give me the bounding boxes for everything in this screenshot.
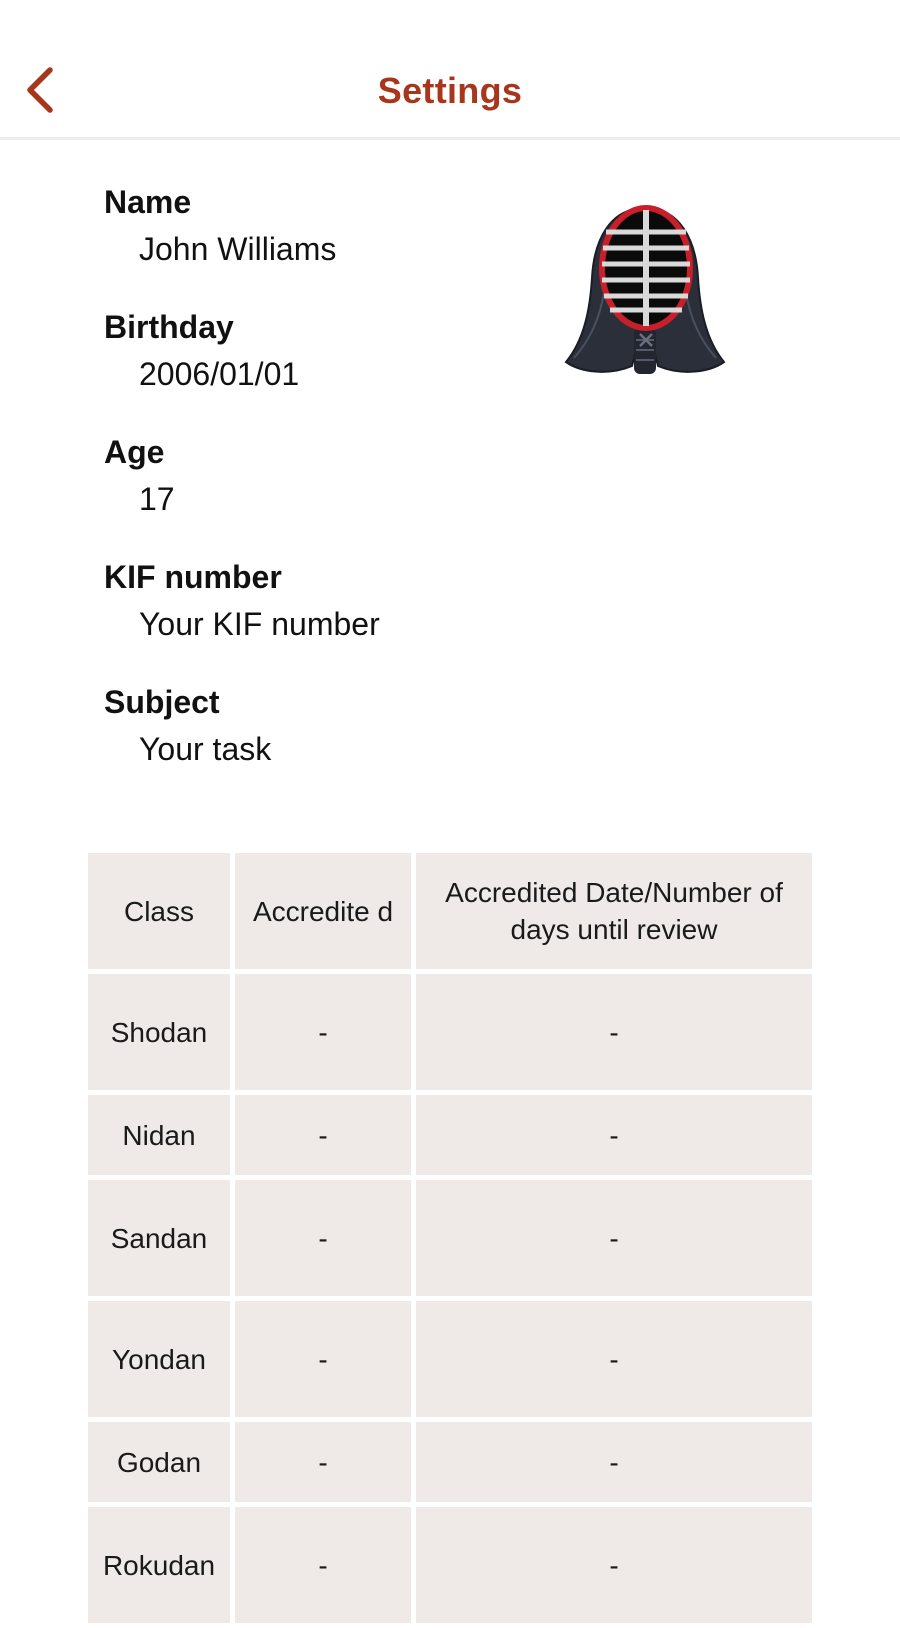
class-cell: Sandan bbox=[88, 1180, 230, 1296]
name-field bbox=[104, 182, 380, 307]
kendo-men-helmet-icon bbox=[560, 200, 730, 385]
name-label: Name bbox=[104, 184, 192, 220]
profile-section bbox=[104, 182, 380, 807]
table-row[interactable] bbox=[88, 1180, 812, 1296]
class-cell: Godan bbox=[88, 1422, 230, 1502]
avatar bbox=[560, 200, 730, 385]
class-cell: Rokudan bbox=[88, 1507, 230, 1623]
date-cell: - bbox=[416, 1301, 812, 1417]
date-cell: - bbox=[416, 1095, 812, 1175]
class-cell: Yondan bbox=[88, 1301, 230, 1417]
accredited-cell: - bbox=[235, 974, 411, 1090]
age-label: Age bbox=[104, 434, 165, 470]
table-header-row bbox=[88, 853, 812, 969]
age-field bbox=[104, 432, 380, 557]
accredited-cell: - bbox=[235, 1095, 411, 1175]
class-cell: Nidan bbox=[88, 1095, 230, 1175]
header-accredited: Accredite d bbox=[235, 853, 411, 969]
date-cell: - bbox=[416, 974, 812, 1090]
table-row[interactable] bbox=[88, 974, 812, 1090]
header-class: Class bbox=[88, 853, 230, 969]
accredited-cell: - bbox=[235, 1180, 411, 1296]
navigation-header bbox=[0, 0, 900, 140]
kif-number-value: Your KIF number bbox=[139, 606, 380, 642]
header-accredited-date: Accredited Date/Number of days until review bbox=[416, 853, 812, 969]
date-cell: - bbox=[416, 1180, 812, 1296]
kif-number-field bbox=[104, 557, 380, 682]
accredited-cell: - bbox=[235, 1422, 411, 1502]
table-row[interactable] bbox=[88, 1095, 812, 1175]
subject-label: Subject bbox=[104, 684, 220, 720]
grade-table bbox=[88, 853, 812, 1628]
table-row[interactable] bbox=[88, 1507, 812, 1623]
date-cell: - bbox=[416, 1422, 812, 1502]
accredited-cell: - bbox=[235, 1507, 411, 1623]
class-cell: Shodan bbox=[88, 974, 230, 1090]
subject-value: Your task bbox=[139, 731, 272, 767]
date-cell: - bbox=[416, 1507, 812, 1623]
age-value: 17 bbox=[139, 481, 175, 517]
table-row[interactable] bbox=[88, 1422, 812, 1502]
birthday-field bbox=[104, 307, 380, 432]
birthday-value: 2006/01/01 bbox=[139, 356, 300, 392]
birthday-label: Birthday bbox=[104, 309, 234, 345]
accredited-cell: - bbox=[235, 1301, 411, 1417]
subject-field bbox=[104, 682, 380, 807]
name-value: John Williams bbox=[139, 231, 337, 267]
kif-number-label: KIF number bbox=[104, 559, 282, 595]
page-title: Settings bbox=[377, 70, 523, 111]
table-row[interactable] bbox=[88, 1301, 812, 1417]
